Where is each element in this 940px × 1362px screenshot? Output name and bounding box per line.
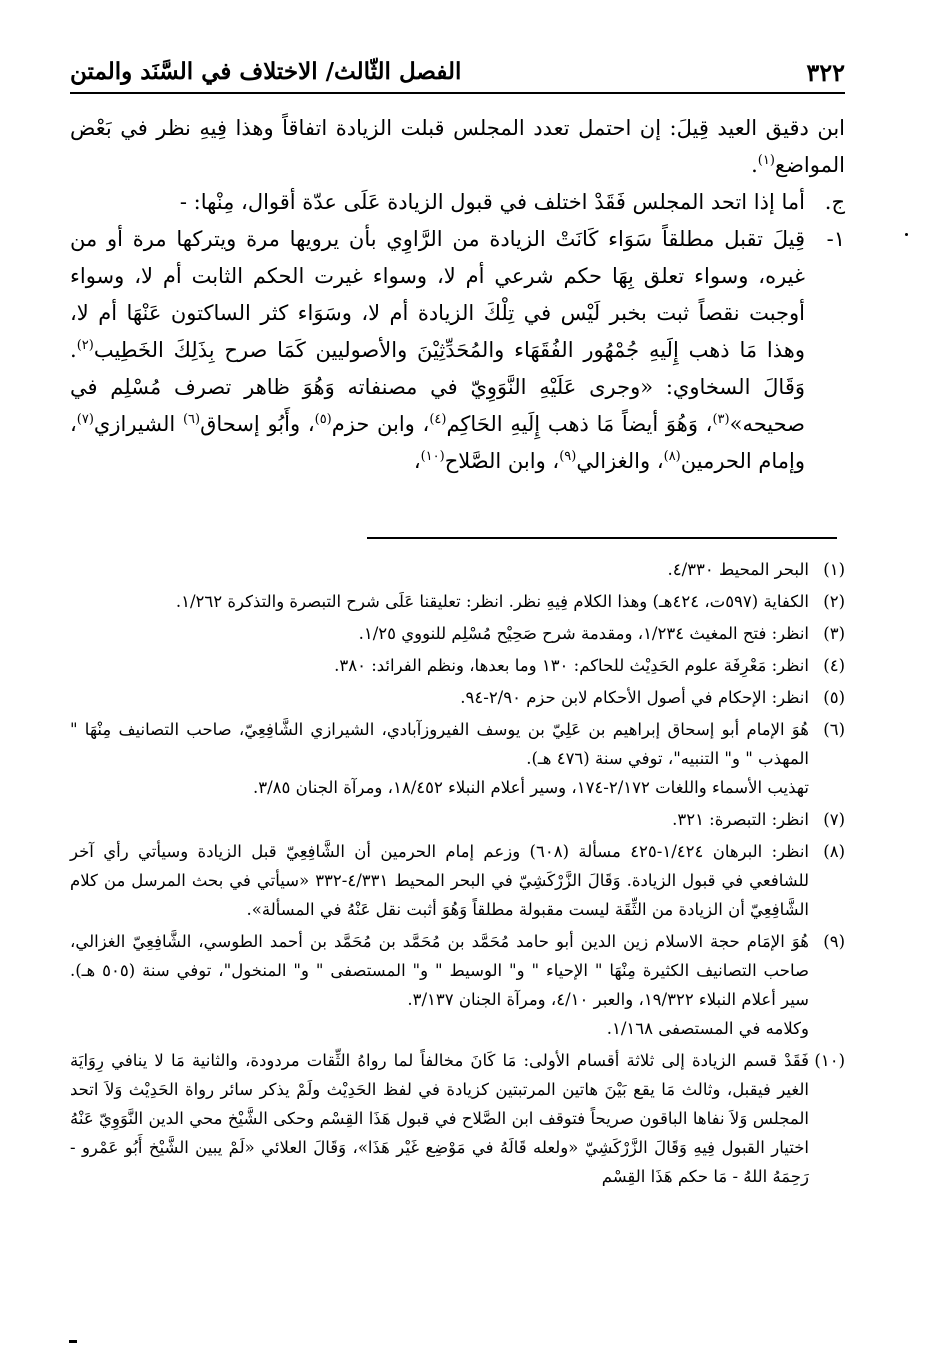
footnote-ref-2[interactable]: (٢): [76, 338, 94, 353]
footnote-text: البحر المحيط ٤/٣٣٠.: [667, 560, 809, 579]
item-label: ١-: [826, 227, 845, 251]
section-label: ج.: [824, 190, 845, 214]
intro-end: .: [751, 153, 758, 177]
running-header: [70, 58, 845, 94]
footnote-number: (٤): [823, 656, 845, 675]
item1-text-c: ، وَهُوَ أيضاً مَا ذهب إِلَيهِ الحَاكِم: [446, 412, 713, 436]
section-text: أما إذا اتحد المجلس فَقَدْ اختلف في قبول الزيادة عَلَى عدّة أقوال، مِنْها: -: [179, 190, 805, 214]
footnote: [70, 683, 845, 712]
footnote-extra: تهذيب الأسماء واللغات ٢/١٧٢-١٧٤، وسير أعلام النبلاء ١٨/٤٥٢، ومرآة الجنان ٣/٨٥.: [252, 778, 809, 797]
item1-text-a: قِيلَ تقبل مطلقاً سَوَاء كَانَتْ الزيادة من الرَّاوِي بأن يرويها مرة ويتركها مرة أو من غيره، وسواء تعلق بِهَا حكم شرعي أم لا، وسواء غيرت الحكم الثابت أم لا، وسواء أوجبت نقصاً ثبت بخبر لَيْس في تِلْكَ الزيادة أم لا، وسَوَاء كثر الساكتون عَنْهَا أم لا، وهذا مَا ذهب إِلَيهِ جُمْهُور الفُقَهَاء والمُحَدِّثِيْنَ والأصوليين كَمَا صرح بِذَلِكَ الخَطِيب: [70, 227, 805, 362]
intro-text: ابن دقيق العيد قِيلَ: إن احتمل تعدد المجلس قبلت الزيادة اتفاقاً وهذا فِيهِ نظر في بَعْض المواضع: [70, 116, 845, 177]
footnote-text: انظر: التبصرة: ٣٢١.: [672, 810, 809, 829]
item1-text-b: . وَقَالَ السخاوي: «وجرى عَلَيْهِ النَّوَوِيّ في مصنفاته وَهُوَ ظاهر تصرف مُسْلِم في صحيحه»: [70, 338, 805, 436]
footnote-number: (٢): [823, 592, 845, 611]
footnote-ref-4[interactable]: (٤): [429, 412, 447, 427]
footnote: [70, 927, 845, 1043]
section-c: [70, 184, 845, 221]
margin-dot: [905, 233, 908, 236]
footnote-number: (١): [823, 560, 845, 579]
footnote: [70, 1046, 845, 1191]
footnote-ref-9[interactable]: (٩): [559, 449, 577, 464]
footnote-number: (٥): [823, 688, 845, 707]
footnote-text: هُوَ الإمَام حجة الاسلام زين الدين أبو حامد مُحَمَّد بن مُحَمَّد بن مُحَمَّد بن أحمد الطوسي، الشَّافِعِيّ الغزالي، صاحب التصانيف الكثيرة مِنْهَا " الإحياء " و" الوسيط " و" المستصفى " و" المنخول"، توفي سنة (٥٠٥ هـ). سير أعلام النبلاء ١٩/٣٢٢، والعبر ٤/١٠، ومرآة الجنان ٣/١٣٧.: [70, 932, 809, 1009]
footnote-ref-3[interactable]: (٣): [712, 412, 730, 427]
item1-text-h: ، والغزالي: [576, 449, 664, 473]
footnote-text: انظر: فتح المغيث ١/٢٣٤، ومقدمة شرح صَحِيْح مُسْلِم للنووي ١/٢٥.: [358, 624, 809, 643]
footnote: [70, 651, 845, 680]
footnote-number: (٦): [823, 720, 845, 739]
footnote-number: (١٠): [814, 1051, 845, 1070]
footnote-separator: [367, 537, 837, 539]
main-text: [70, 110, 845, 480]
intro-paragraph: [70, 110, 845, 184]
footnote-number: (٩): [823, 932, 845, 951]
item1-text-e: ، وأَبُو إسحاق: [200, 412, 315, 436]
footnote-number: (٧): [823, 810, 845, 829]
footnote-text: فَقَدْ قسم الزيادة إلى ثلاثة أقسام الأولى: مَا كَانَ مخالفاً لما رواهُ الثِّقات مردودة، والثانية مَا لا ينافي رِوَايَة الغير فيقبل، وثالث مَا يقع بَيْنَ هاتين المرتبتين كزيادة في لفظ الحَدِيْث ولَمْ يذكر سائر رواة الحَدِيْث وَلاَ اتحد المجلس وَلاَ نفاها الباقون صريحاً فتوقف ابن الصَّلاح في قبول هَذَا القِسْم وحكى الشَّيْخ محي الدين النَّوَوِيّ عَنْهُ اختيار القبول فِيهِ وَقَالَ الزَّرْكَشِيّ «ولعله قَالَهُ في مَوْضِع غَيْر هَذَا»، وَقَالَ العلائي «لَمْ يبين الشَّيْخ أَبُو عَمْرو - رَحِمَهُ اللهُ - مَا حكم هَذَا القِسْم: [70, 1051, 809, 1186]
footnote-ref-6[interactable]: (٦): [182, 412, 201, 427]
footnote: [70, 587, 845, 616]
footnote-ref-5[interactable]: (٥): [314, 412, 332, 427]
page-number: ٣٢٢: [806, 58, 845, 87]
footnote-ref-7[interactable]: (٧): [76, 412, 94, 427]
footnote: [70, 715, 845, 802]
footnotes: [70, 555, 845, 1194]
footnote: [70, 837, 845, 924]
footnote-number: (٣): [823, 624, 845, 643]
footnote-number: (٨): [823, 842, 845, 861]
footnote-ref-8[interactable]: (٨): [663, 449, 681, 464]
continuation-mark: [69, 1340, 77, 1343]
footnote: [70, 805, 845, 834]
item1-text-d: ، وابن حزم: [331, 412, 430, 436]
list-item-1: [70, 221, 845, 480]
footnote-text: انظر: الإحكام في أصول الأحكام لابن حزم ٢/٩٠-٩٤.: [460, 688, 809, 707]
footnote: [70, 619, 845, 648]
item1-text-i: ، وابن الصَّلاح: [444, 449, 560, 473]
footnote-ref-1[interactable]: (١): [757, 153, 775, 168]
item1-text-g: ، وإمام الحرمين: [70, 412, 805, 473]
footnote-text: انظر: البرهان ١/٤٢٤-٤٢٥ مسألة (٦٠٨) وزعم إمام الحرمين أن الشَّافِعِيّ قبل الزيادة وسيأتي رأي آخر للشافعي في قبول الزيادة. وَقَالَ الزَّرْكَشِيّ في البحر المحيط ٤/٣٣١-٣٣٢ «سيأتي في بحث المرسل من كلام الشَّافِعِيّ أن الزيادة من الثِّقَة ليست مقبولة مطلقاً وَهُوَ أثبت نقل عَنْهُ في المسألة».: [70, 842, 810, 919]
chapter-title: الفصل الثّالث/ الاختلاف في السَّنَد والمتن: [70, 58, 462, 85]
footnote: [70, 555, 845, 584]
footnote-extra: وكلامه في المستصفى ١/١٦٨.: [606, 1019, 809, 1038]
footnote-text: الكفاية (٥٩٧ت، ٤٢٤هـ) وهذا الكلام فِيهِ نظر. انظر: تعليقنا عَلَى شرح التبصرة والتذكرة ١/٢٦٢.: [175, 592, 809, 611]
footnote-text: هُوَ الإمام أبو إسحاق إبراهيم بن عَلِيّ بن يوسف الفيروزآبادي، الشيرازي الشَّافِعِيّ، صاحب التصانيف مِنْهَا " المهذب " و" التنبيه"، توفي سنة (٤٧٦ هـ).: [70, 720, 809, 768]
item1-text-j: ،: [413, 449, 421, 473]
item1-text-f: الشيرازي: [93, 412, 183, 436]
footnote-text: انظر: مَعْرِفَة علوم الحَدِيْث للحاكم: ١٣٠ وما بعدها، ونظم الفرائد: ٣٨٠.: [334, 656, 809, 675]
footnote-ref-10[interactable]: (١٠): [420, 449, 445, 464]
